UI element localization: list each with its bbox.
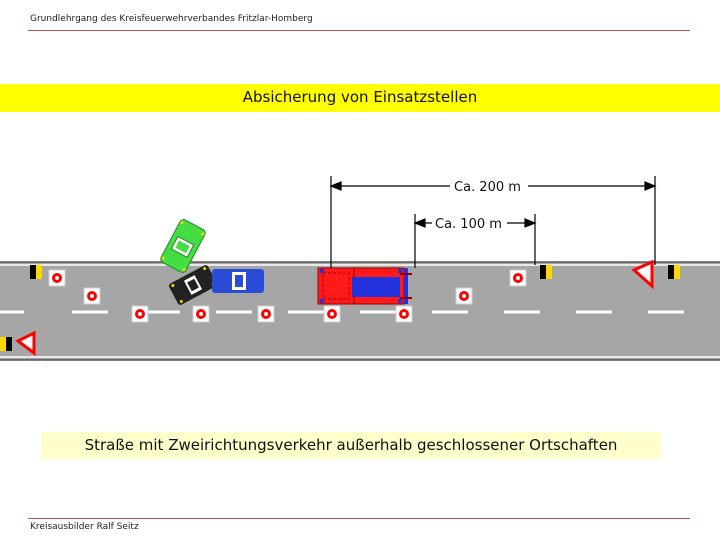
traffic-cone: [324, 306, 340, 322]
traffic-cone: [396, 306, 412, 322]
traffic-cone: [84, 288, 100, 304]
dimension-100m-label: Ca. 100 m: [435, 217, 502, 232]
traffic-cone: [510, 270, 526, 286]
course-header: Grundlehrgang des Kreisfeuerwehrverbandes Fritzlar-Homberg: [30, 14, 313, 24]
slide-title: Absicherung von Einsatzstellen: [242, 88, 478, 106]
traffic-cone: [258, 306, 274, 322]
footer-divider: [28, 518, 690, 519]
warning-light-left-top: [30, 265, 42, 279]
traffic-cone: [456, 288, 472, 304]
warning-light-200m: [668, 265, 680, 279]
fire-truck: [318, 268, 412, 304]
footer-author: Kreisausbilder Ralf Seitz: [30, 522, 139, 532]
blue-car: [212, 269, 264, 293]
traffic-cone: [193, 306, 209, 322]
warning-light-100m: [540, 265, 552, 279]
slide-caption: Straße mit Zweirichtungsverkehr außerhalb geschlossener Ortschaften: [84, 436, 618, 454]
traffic-cone: [49, 270, 65, 286]
warning-light-left-bottom: [0, 337, 12, 351]
dimension-200m-label: Ca. 200 m: [454, 180, 521, 195]
traffic-cone: [132, 306, 148, 322]
